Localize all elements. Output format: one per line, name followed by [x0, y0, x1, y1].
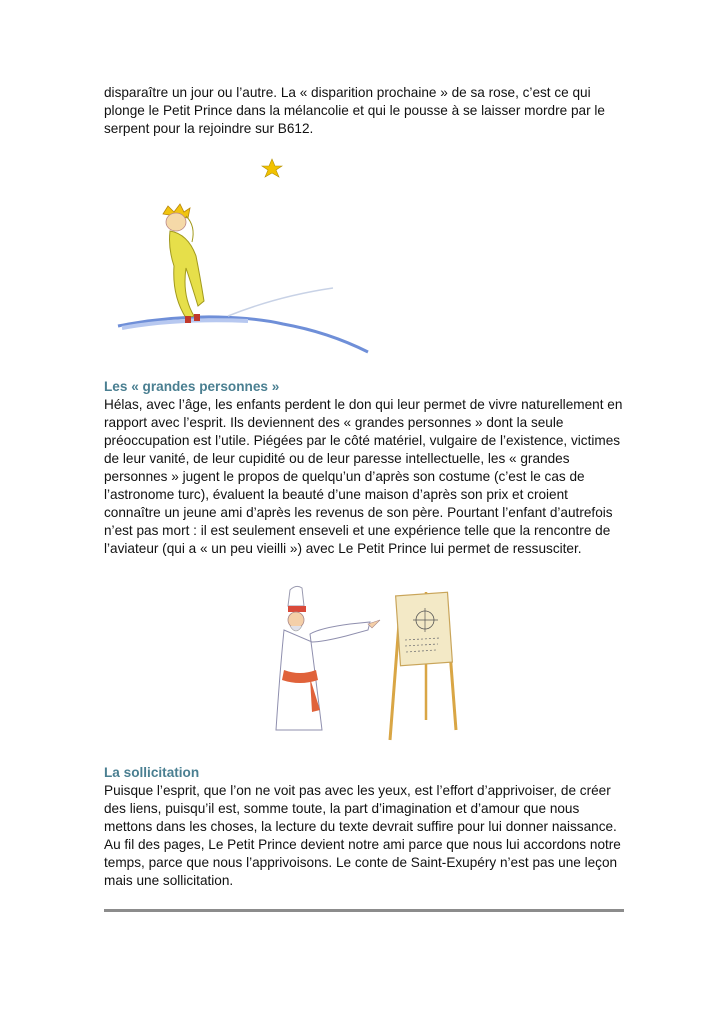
astronomer-figure — [276, 586, 380, 730]
little-prince-figure — [163, 204, 204, 323]
section-paragraph-grandes-personnes: Hélas, avec l’âge, les enfants perdent le don qui leur permet de vivre naturellement en rapport avec l’esprit. Ils deviennent des « grandes personnes » dont la seule préoccupation est l’utile. Piégées par le côté matériel, vulgaire de l’existence, victimes de leur vanité, de leur cupidité ou de leur paresse intellectuelle, les « grandes personnes » jugent le propos de quelqu’un d’après son costume (c’est le cas de l’astronome turc), évaluent la beauté d’une maison d’après son prix et croient connaître un jeune ami d’après les revenus de son père. Pourtant l’enfant d’autrefois n’est pas mort : il est seulement enseveli et une expérience telle que la rencontre de l’aviateur (qui a « un peu vieilli ») avec Le Petit Prince lui permet de ressusciter. — [104, 397, 623, 556]
intro-paragraph: disparaître un jour ou l’autre. La « disparition prochaine » de sa rose, c’est ce qui plonge le Petit Prince dans la mélancolie et qui le pousse à se laisser mordre par le serpent pour la rejoindre sur B612. — [104, 85, 605, 136]
horizontal-rule — [104, 909, 624, 912]
section-heading-grandes-personnes: Les « grandes personnes » — [104, 379, 280, 394]
section-heading-sollicitation: La sollicitation — [104, 765, 200, 780]
turkish-astronomer-illustration — [250, 580, 470, 750]
star-icon — [262, 159, 282, 177]
blackboard — [390, 592, 456, 740]
section-paragraph-sollicitation: Puisque l’esprit, que l’on ne voit pas avec les yeux, est l’effort d’apprivoiser, de créer des liens, puisqu’il est, somme toute, la part d’imagination et d’amour que nous mettons dans les choses, la lecture du texte devrait suffire pour lui donner naissance. Au fil des pages, Le Petit Prince devient notre ami parce que nous lui accordons notre temps, parce que nous l’apprivoisons. Le conte de Saint-Exupéry n’est pas une leçon mais une sollicitation. — [104, 783, 621, 888]
little-prince-illustration — [108, 156, 380, 361]
